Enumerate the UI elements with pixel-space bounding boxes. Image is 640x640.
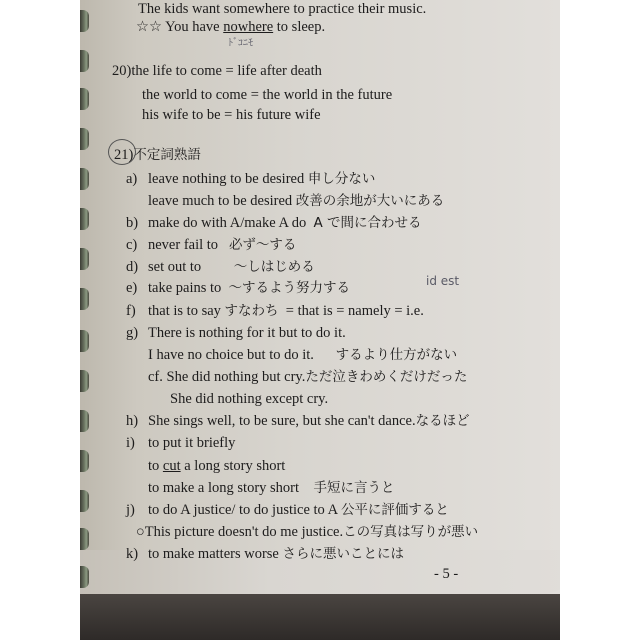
item-g-2 (148, 346, 457, 364)
text-fragment: to sleep. (273, 19, 326, 35)
handwritten-note: ﾄﾞｺﾆﾓ (228, 38, 253, 49)
text-line: The kids want somewhere to practice their music. (138, 1, 427, 17)
item-d (126, 258, 315, 276)
item-label: f) (126, 303, 136, 319)
japanese-text: A で間に合わせる (313, 215, 422, 231)
english-text: to put it briefly (148, 435, 236, 451)
english-text: ○This picture doesn't do me justice. (136, 524, 344, 540)
item-a (126, 170, 375, 188)
item-i-3 (148, 479, 395, 497)
item-e (126, 279, 350, 297)
item-label: b) (126, 215, 139, 231)
english-text: never fail to (148, 237, 219, 253)
japanese-text: さらに悪いことには (282, 546, 404, 562)
text-line: his wife to be = his future wife (142, 107, 321, 123)
english-text: leave much to be desired (148, 193, 293, 209)
english-text: to do A justice/ to do justice to A (148, 502, 338, 518)
english-text: take pains to (148, 280, 222, 296)
item-i-2 (148, 457, 285, 475)
underlined-word: nowhere (223, 19, 274, 35)
japanese-text: 〜しはじめる (233, 259, 315, 275)
english-text: to make matters worse (148, 546, 279, 562)
english-text: = that is = namely = i.e. (285, 303, 424, 319)
item-b (126, 214, 422, 232)
japanese-text: するより仕方がない (335, 347, 458, 363)
item-label: c) (126, 237, 138, 253)
item-i (126, 434, 235, 452)
item-h (126, 412, 470, 430)
item-c (126, 236, 296, 254)
star-icon-text: ☆☆ You have (136, 19, 224, 35)
japanese-text: ただ泣きわめくだけだった (305, 369, 468, 385)
japanese-text: 手短に言うと (313, 480, 395, 496)
japanese-text: なるほど (415, 413, 470, 429)
item-j (126, 501, 449, 519)
text-line: the world to come = the world in the future (142, 87, 393, 103)
english-text: make do with A/make A do (148, 215, 307, 231)
english-text: to (148, 458, 163, 474)
english-text: cf. She did nothing but cry. (148, 369, 306, 385)
item-label: j) (126, 502, 135, 518)
item-label: d) (126, 259, 139, 275)
item-g (126, 324, 346, 342)
item-g-4: She did nothing except cry. (170, 391, 329, 407)
section-number: 20) (112, 63, 132, 79)
english-text: to make a long story short (148, 480, 300, 496)
english-text: I have no choice but to do it. (148, 347, 314, 363)
section-20-line (112, 62, 322, 80)
item-label: e) (126, 280, 138, 296)
page-number: - 5 - (434, 566, 459, 582)
english-text: a long story short (180, 458, 286, 474)
english-text: set out to (148, 259, 202, 275)
item-label: k) (126, 546, 139, 562)
item-k (126, 545, 404, 563)
english-text: She sings well, to be sure, but she can't dance. (148, 413, 416, 429)
page-text (80, 0, 560, 640)
document-photo (80, 0, 560, 640)
item-label: a) (126, 171, 138, 187)
underlined-word: cut (162, 458, 181, 474)
item-f (126, 302, 424, 320)
japanese-text: 申し分ない (307, 171, 376, 187)
item-label: i) (126, 435, 135, 451)
section-21-heading (114, 146, 201, 164)
item-label: g) (126, 325, 139, 341)
item-a-2 (148, 192, 444, 210)
section-number: 21) (114, 147, 134, 163)
item-label: h) (126, 413, 139, 429)
japanese-text: 必ず〜する (228, 237, 297, 253)
japanese-text: すなわち (224, 303, 279, 319)
item-j-2 (136, 523, 478, 541)
text-fragment: the life to come = life after death (131, 63, 322, 79)
japanese-text: 公平に評価すると (340, 502, 449, 518)
english-text: There is nothing for it but to do it. (148, 325, 346, 341)
japanese-text: この写真は写りが悪い (343, 524, 479, 540)
handwritten-note: id est (426, 274, 460, 288)
japanese-text: 改善の余地が大いにある (295, 193, 445, 209)
english-text: leave nothing to be desired (148, 171, 305, 187)
english-text: that is to say (148, 303, 221, 319)
japanese-text: 〜するよう努力する (228, 280, 351, 296)
item-g-3 (148, 368, 467, 386)
section-title: 不定詞熟語 (133, 147, 201, 163)
